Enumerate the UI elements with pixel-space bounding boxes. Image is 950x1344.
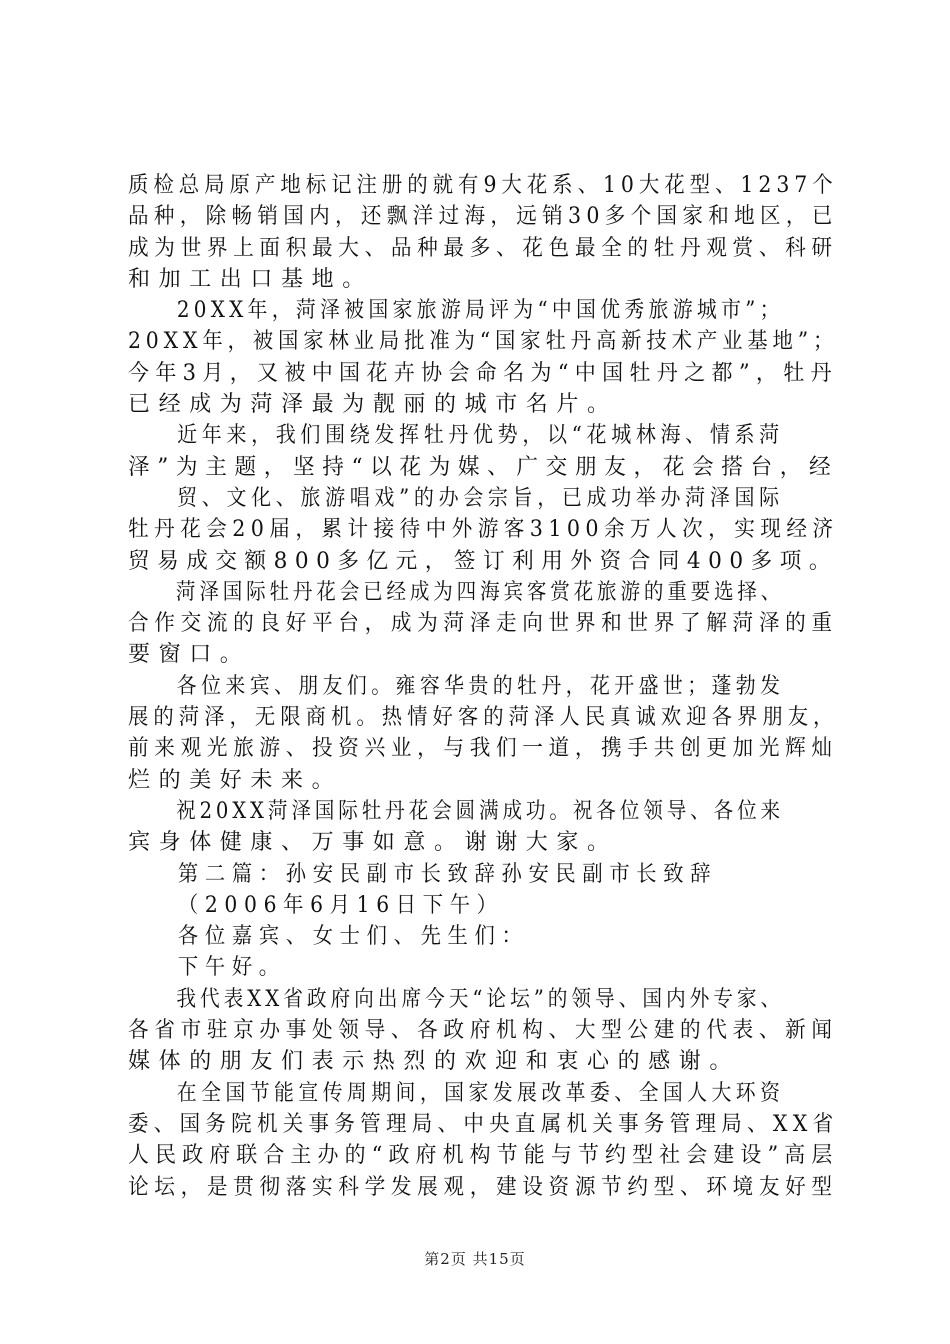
text-line: 烂的美好未来。 [128,767,343,793]
text-line: 各位嘉宾、女士们、先生们： [177,924,529,950]
text-line: 前来观光旅游、投资兴业，与我们一道，携手共创更加光辉灿 [128,736,838,762]
text-line: 要窗口。 [128,642,251,668]
text-line: 牡丹花会20届，累计接待中外游客3100余万人次，实现经济 [128,517,839,543]
text-line: 展的菏泽，无限商机。热情好客的菏泽人民真诚欢迎各界朋友， [128,705,839,731]
text-line: 在全国节能宣传周期间，国家发展改革委、全国人大环资 [176,1080,785,1106]
text-line: 泽”为主题，坚持“以花为媒、广交朋友，花会搭台，经 [128,454,839,480]
text-line: 和加工出口基地。 [128,266,373,292]
text-line: 第二篇：孙安民副市长致辞孙安民副市长致辞 [177,861,718,887]
text-line: 今年3月，又被中国花卉协会命名为“中国牡丹之都”，牡丹 [128,360,838,386]
document-body [128,170,838,1203]
text-line: 媒体的朋友们表示热烈的欢迎和衷心的感谢。 [128,1049,741,1075]
text-line: 成为世界上面积最大、品种最多、花色最全的牡丹观赏、科研 [128,235,838,261]
text-line: 质检总局原产地标记注册的就有9大花系、10大花型、1237个 [128,173,838,198]
text-line: 各位来宾、朋友们。雍容华贵的牡丹，花开盛世；蓬勃发 [176,673,785,699]
text-line: 合作交流的良好平台，成为菏泽走向世界和世界了解菏泽的重 [128,611,838,637]
text-line: 已经成为菏泽最为靓丽的城市名片。 [128,392,618,418]
text-line: 品种，除畅销国内，还飘洋过海，远销30多个国家和地区，已 [128,204,838,230]
text-line: 20XX年，菏泽被国家旅游局评为“中国优秀旅游城市”； [176,298,784,324]
text-line: 贸、文化、旅游唱戏”的办会宗旨，已成功举办菏泽国际 [177,485,784,511]
page-footer: 第2页 共15页 [424,1250,526,1268]
text-line: 委、国务院机关事务管理局、中央直属机关事务管理局、XX省 [128,1111,839,1137]
text-line: （2006年6月16日下午） [177,892,504,918]
text-line: 人民政府联合主办的“政府机构节能与节约型社会建设”高层 [128,1143,839,1169]
text-line: 近年来，我们围绕发挥牡丹优势，以“花城林海、情系菏 [177,423,784,449]
text-line: 菏泽国际牡丹花会已经成为四海宾客赏花旅游的重要选择、 [175,579,785,605]
text-line: 论坛，是贯彻落实科学发展观，建设资源节约型、环境友好型 [128,1174,838,1200]
text-line: 我代表XX省政府向出席今天“论坛”的领导、国内外专家、 [176,986,785,1012]
text-line: 下午好。 [177,955,286,981]
text-line: 20XX年，被国家林业局批准为“国家牡丹高新技术产业基地”； [128,329,839,355]
text-line: 各省市驻京办事处领导、各政府机构、大型公建的代表、新闻 [128,1018,838,1044]
text-line: 贸易成交额800多亿元，签订利用外资合同400多项。 [128,548,839,574]
text-line: 祝20XX菏泽国际牡丹花会圆满成功。祝各位领导、各位来 [176,798,784,824]
text-line: 宾身体健康、万事如意。谢谢大家。 [128,830,618,856]
